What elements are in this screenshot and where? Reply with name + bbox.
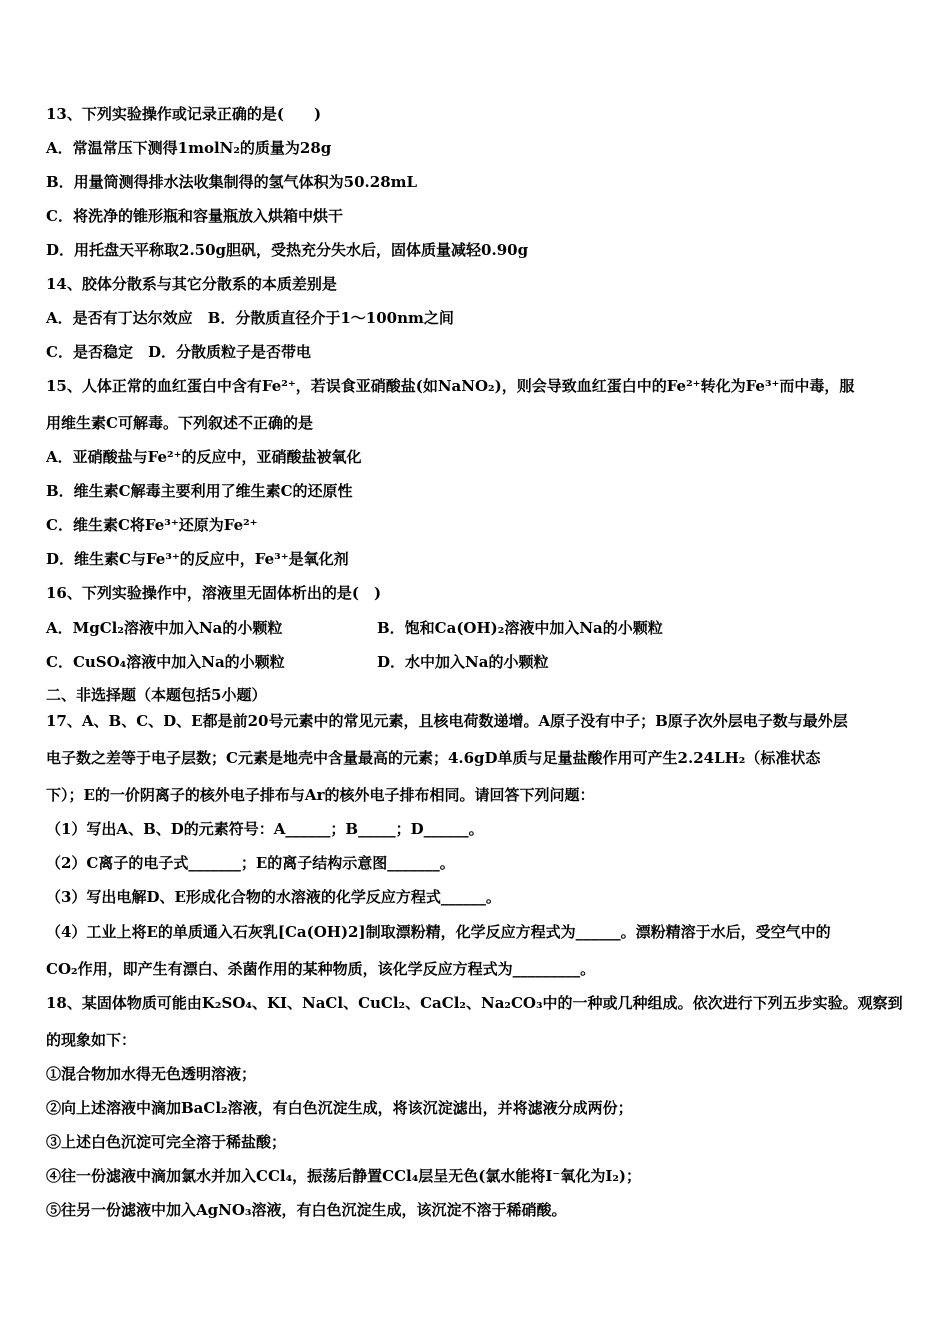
q15-option-b: B．维生素C解毒主要利用了维生素C的还原性	[46, 482, 353, 500]
q17-stem-line2: 电子数之差等于电子层数；C元素是地壳中含量最高的元素；4.6gD单质与足量盐酸作用可产生2.24LH₂（标准状态	[46, 749, 821, 767]
q13-stem: 13、下列实验操作或记录正确的是( )	[46, 105, 322, 123]
q17-part4-line1: （4）工业上将E的单质通入石灰乳[Ca(OH)2]制取漂粉精，化学反应方程式为______。漂粉精溶于水后，受空气中的	[46, 923, 831, 941]
q15-stem-line2: 用维生素C可解毒。下列叙述不正确的是	[46, 414, 313, 432]
q18-step4: ④往一份滤液中滴加氯水并加入CCl₄，振荡后静置CCl₄层呈无色(氯水能将I⁻氧化为I₂)；	[46, 1167, 642, 1185]
q13-option-b: B．用量筒测得排水法收集制得的氢气体积为50.28mL	[46, 173, 418, 191]
q14-options-cd: C．是否稳定 D．分散质粒子是否带电	[46, 343, 311, 361]
q15-option-d: D．维生素C与Fe³⁺的反应中，Fe³⁺是氧化剂	[46, 550, 349, 568]
q17-part2: （2）C离子的电子式_______；E的离子结构示意图_______。	[46, 854, 455, 872]
q14-stem: 14、胶体分散系与其它分散系的本质差别是	[46, 275, 337, 293]
q16-stem: 16、下列实验操作中，溶液里无固体析出的是( )	[46, 584, 382, 602]
q15-option-c: C．维生素C将Fe³⁺还原为Fe²⁺	[46, 516, 258, 534]
section-heading: 二、非选择题（本题包括5小题）	[46, 686, 267, 704]
q15-option-a: A．亚硝酸盐与Fe²⁺的反应中，亚硝酸盐被氧化	[46, 448, 362, 466]
q16-option-c: C．CuSO₄溶液中加入Na的小颗粒	[46, 653, 285, 671]
q16-option-b: B．饱和Ca(OH)₂溶液中加入Na的小颗粒	[377, 619, 663, 637]
q16-option-a: A．MgCl₂溶液中加入Na的小颗粒	[46, 619, 283, 637]
q13-option-d: D．用托盘天平称取2.50g胆矾，受热充分失水后，固体质量减轻0.90g	[46, 241, 529, 259]
q18-stem-line1: 18、某固体物质可能由K₂SO₄、KI、NaCl、CuCl₂、CaCl₂、Na₂CO₃中的一种或几种组成。依次进行下列五步实验。观察到	[46, 994, 903, 1012]
q15-stem-line1: 15、人体正常的血红蛋白中含有Fe²⁺，若误食亚硝酸盐(如NaNO₂)，则会导致血红蛋白中的Fe²⁺转化为Fe³⁺而中毒，服	[46, 377, 855, 395]
q13-option-c: C．将洗净的锥形瓶和容量瓶放入烘箱中烘干	[46, 207, 343, 225]
q17-part4-line2: CO₂作用，即产生有漂白、杀菌作用的某种物质，该化学反应方程式为_________。	[46, 960, 596, 978]
q18-step1: ①混合物加水得无色透明溶液；	[46, 1065, 257, 1083]
q18-stem-line2: 的现象如下：	[46, 1031, 137, 1049]
q18-step5: ⑤往另一份滤液中加入AgNO₃溶液，有白色沉淀生成，该沉淀不溶于稀硝酸。	[46, 1201, 567, 1219]
q17-stem-line1: 17、A、B、C、D、E都是前20号元素中的常见元素，且核电荷数递增。A原子没有中子；B原子次外层电子数与最外层	[46, 712, 848, 730]
q17-part3: （3）写出电解D、E形成化合物的水溶液的化学反应方程式______。	[46, 888, 501, 906]
q17-stem-line3: 下）；E的一价阴离子的核外电子排布与Ar的核外电子排布相同。请回答下列问题：	[46, 786, 595, 804]
q13-option-a: A．常温常压下测得1molN₂的质量为28g	[46, 139, 332, 157]
q14-options-ab: A．是否有丁达尔效应 B．分散质直径介于1～100nm之间	[46, 309, 454, 327]
q16-option-d: D．水中加入Na的小颗粒	[377, 653, 549, 671]
q18-step3: ③上述白色沉淀可完全溶于稀盐酸；	[46, 1133, 287, 1151]
q17-part1: （1）写出A、B、D的元素符号：A______；B_____；D______。	[46, 820, 484, 838]
q18-step2: ②向上述溶液中滴加BaCl₂溶液，有白色沉淀生成，将该沉淀滤出，并将滤液分成两份；	[46, 1099, 633, 1117]
